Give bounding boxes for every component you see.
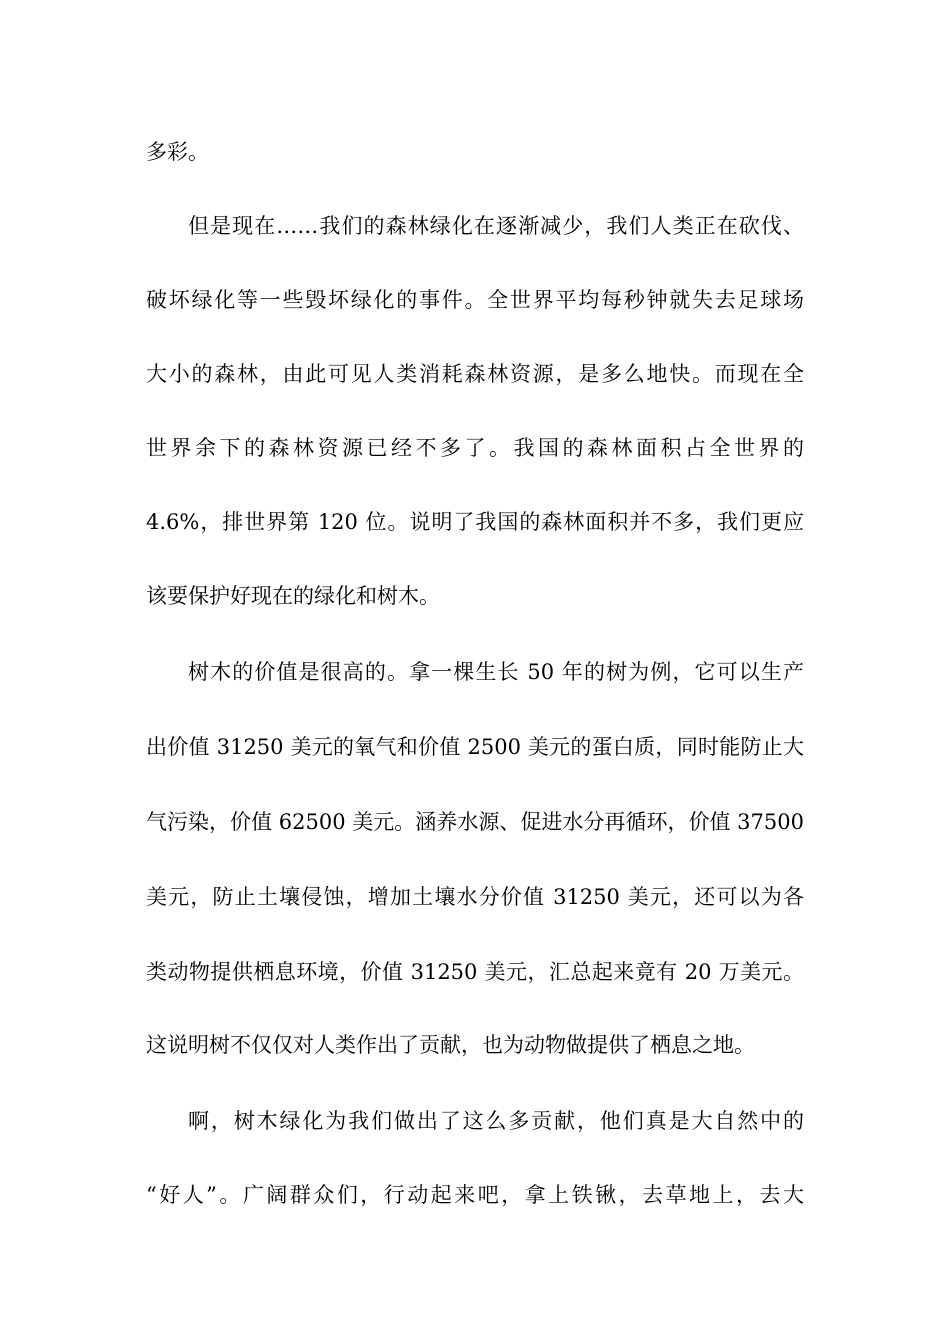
text-line: 破坏绿化等一些毁坏绿化的事件。全世界平均每秒钟就失去足球场 [146, 288, 804, 312]
paragraph-start-line: 啊，树木绿化为我们做出了这么多贡献，他们真是大自然中的 [188, 1109, 804, 1133]
text-line: 出价值 31250 美元的氧气和价值 2500 美元的蛋白质，同时能防止大 [146, 735, 804, 759]
text-line: 多彩。 [146, 140, 209, 164]
text-line: “好人”。广阔群众们，行动起来吧，拿上铁锹，去草地上，去大 [146, 1183, 804, 1207]
text-line: 世界余下的森林资源已经不多了。我国的森林面积占全世界的 [146, 436, 804, 460]
text-line: 4.6%，排世界第 120 位。说明了我国的森林面积并不多，我们更应 [146, 510, 804, 534]
text-line: 该要保护好现在的绿化和树木。 [146, 584, 440, 608]
text-line: 美元，防止土壤侵蚀，增加土壤水分价值 31250 美元，还可以为各 [146, 885, 804, 909]
paragraph-start-line: 树木的价值是很高的。拿一棵生长 50 年的树为例，它可以生产 [188, 660, 804, 684]
text-line: 类动物提供栖息环境，价值 31250 美元，汇总起来竟有 20 万美元。 [146, 960, 804, 984]
text-line: 大小的森林，由此可见人类消耗森林资源，是多么地快。而现在全 [146, 362, 804, 386]
paragraph-start-line: 但是现在……我们的森林绿化在逐渐减少，我们人类正在砍伐、 [188, 214, 804, 238]
text-line: 气污染，价值 62500 美元。涵养水源、促进水分再循环，价值 37500 [146, 810, 804, 834]
text-line: 这说明树不仅仅对人类作出了贡献，也为动物做提供了栖息之地。 [146, 1033, 755, 1057]
